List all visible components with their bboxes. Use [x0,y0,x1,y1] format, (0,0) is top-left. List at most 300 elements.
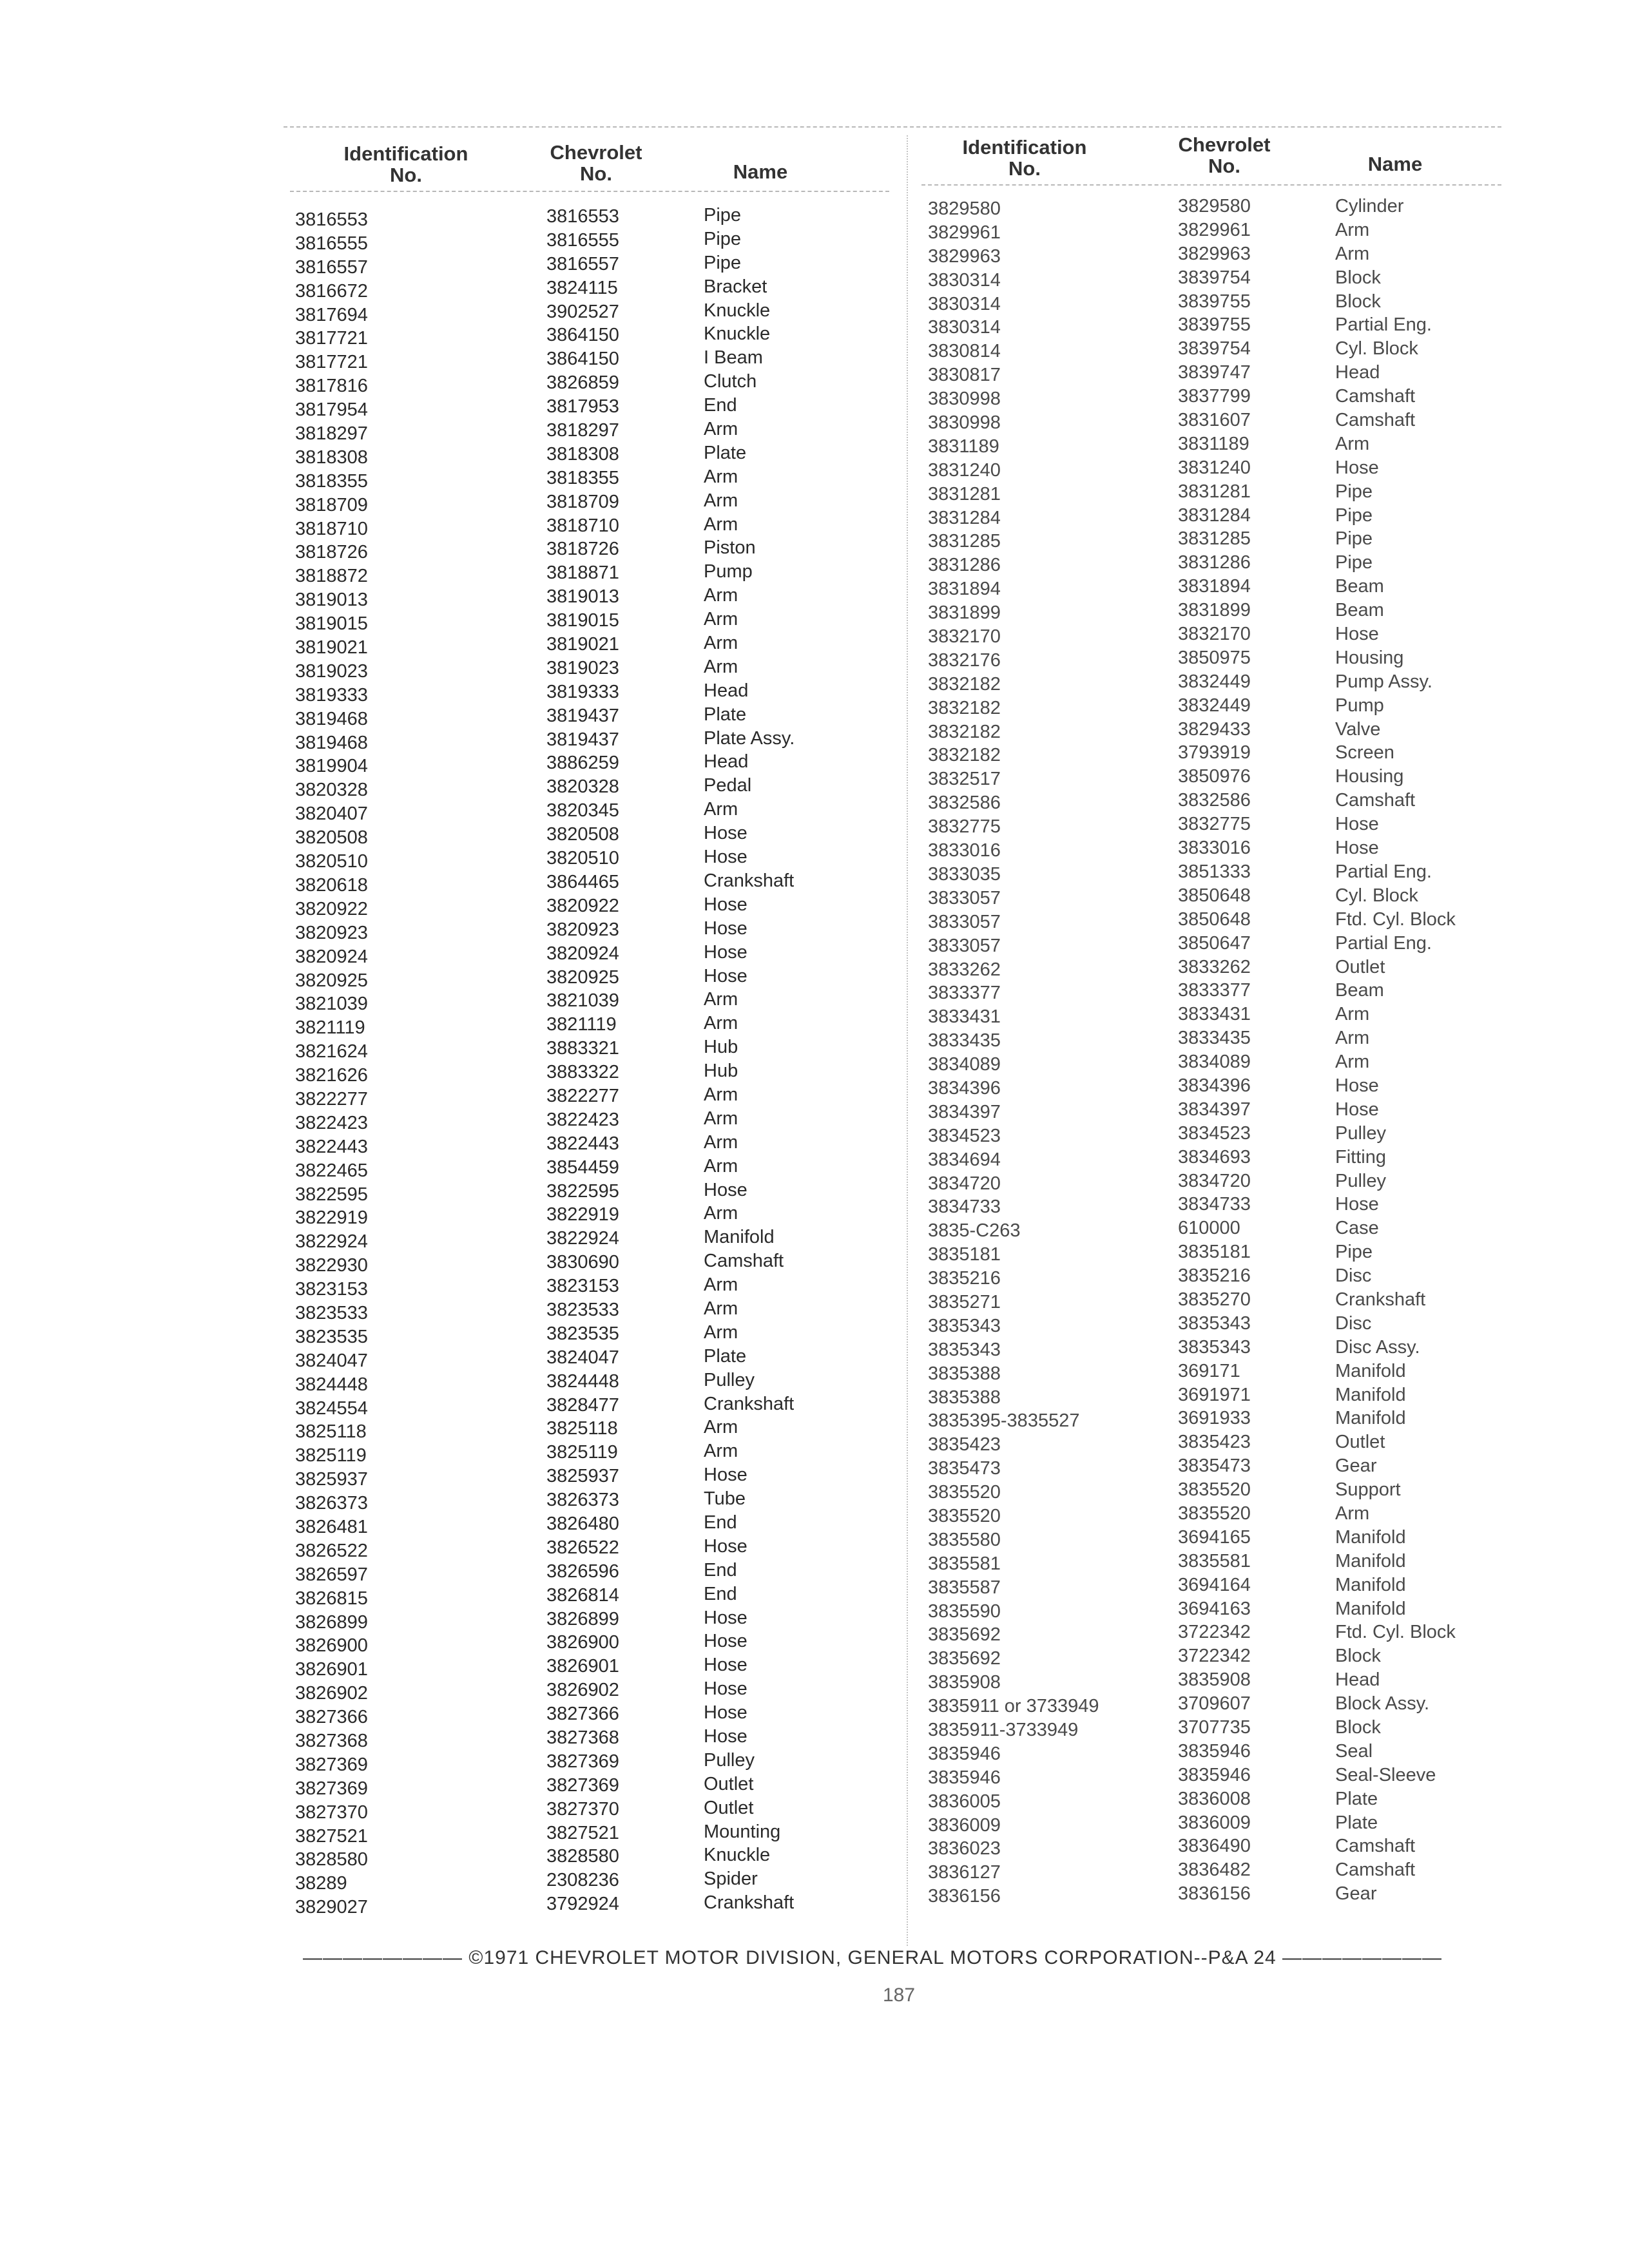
chevrolet-number: 3826902 [546,1680,619,1701]
part-name: Hose [1335,624,1379,645]
identification-number: 3822930 [295,1255,368,1276]
identification-number: 3827368 [295,1731,368,1751]
part-name: Mounting [704,1821,781,1842]
part-name: Hose [704,1179,747,1200]
chevrolet-number: 3821039 [546,990,619,1012]
identification-number: 3823535 [295,1326,368,1347]
chevrolet-number: 3828580 [546,1846,619,1867]
part-name: Arm [1335,243,1370,264]
part-name: Gear [1335,1456,1377,1477]
identification-number: 3832182 [928,697,1001,718]
chevrolet-number: 3825119 [546,1442,618,1463]
identification-number: 3817954 [295,399,368,421]
left-id-column [295,208,368,1919]
identification-number: 3826597 [295,1564,368,1585]
chevrolet-number: 3819333 [546,681,619,702]
part-name: Arm [704,656,738,677]
part-name: Arm [1335,1028,1370,1049]
identification-number: 3823153 [295,1279,368,1300]
identification-number: 3820328 [295,780,368,801]
identification-number: 3821626 [295,1065,368,1086]
part-name: Manifold [1335,1550,1406,1571]
part-name: Manifold [1335,1360,1406,1381]
page-number: 187 [883,1984,916,2006]
chevrolet-number: 3827521 [546,1822,619,1843]
identification-number: 3817721 [295,352,368,373]
identification-number: 3831240 [928,459,1001,481]
right-id-column [928,197,1099,1908]
chevrolet-number: 3826522 [546,1537,619,1558]
identification-number: 3834089 [928,1054,1001,1075]
identification-number: 3818355 [295,470,368,492]
identification-number: 3822443 [295,1136,368,1157]
part-name: Arm [704,1131,738,1153]
chevrolet-number: 3834693 [1178,1146,1251,1168]
chevrolet-number: 3707735 [1178,1717,1251,1738]
part-name: Arm [704,1203,738,1224]
part-name: Cyl. Block [1335,338,1418,360]
identification-number: 3835473 [928,1458,1001,1479]
identification-number: 3832775 [928,816,1001,838]
identification-number: 3831899 [928,602,1001,624]
identification-number: 3832182 [928,745,1001,766]
part-name: Hose [1335,1194,1379,1215]
part-name: End [704,1583,737,1604]
part-name: Arm [704,419,738,440]
part-name: Crankshaft [704,1393,795,1414]
part-name: Block Assy. [1335,1693,1430,1715]
chevrolet-number: 3902527 [546,301,619,322]
part-name: Pulley [1335,1170,1386,1191]
identification-number: 3833262 [928,959,1001,980]
part-name: Disc Assy. [1335,1336,1420,1358]
chevrolet-number: 3694163 [1178,1598,1251,1619]
chevrolet-number: 3825937 [546,1466,619,1487]
part-name: Pipe [704,228,742,249]
part-name: Plate Assy. [704,727,795,749]
part-name: Partial Eng. [1335,314,1432,336]
identification-number: 3818872 [295,566,368,587]
part-name: Outlet [704,1773,754,1794]
chevrolet-number: 3850975 [1178,647,1251,668]
chevrolet-number: 3822277 [546,1085,619,1106]
part-name: Hose [704,847,747,868]
identification-number: 3835520 [928,1505,1001,1526]
part-name: Arm [1335,433,1370,454]
part-name: Cylinder [1335,196,1404,216]
part-name: Hub [704,1061,738,1082]
identification-number: 3831284 [928,507,1001,528]
part-name: Ftd. Cyl. Block [1335,1622,1456,1643]
chevrolet-number: 3850976 [1178,766,1251,787]
chevrolet-number: 3831285 [1178,528,1251,550]
identification-number: 3836005 [928,1791,1001,1812]
part-name: Support [1335,1479,1401,1501]
identification-number: 3823533 [295,1302,368,1323]
identification-number: 3824448 [295,1374,368,1395]
chevrolet-number: 3827370 [546,1798,619,1820]
identification-number: 3819468 [295,708,368,729]
identification-number: 3821039 [295,994,368,1015]
identification-number: 3822919 [295,1207,368,1229]
part-name: Valve [1335,718,1381,740]
chevrolet-number: 369171 [1178,1360,1240,1381]
chevrolet-number: 3821119 [546,1014,617,1035]
chevrolet-number: 3839755 [1178,314,1251,336]
part-name: Plate [704,442,747,463]
chevrolet-number: 3816557 [546,253,619,274]
part-name: Beam [1335,600,1384,621]
identification-number: 3834720 [928,1173,1001,1194]
part-name: Tube [704,1488,746,1510]
identification-number: 3819023 [295,660,368,682]
part-name: Manifold [1335,1408,1406,1429]
identification-number: 3832517 [928,769,1001,790]
part-name: Manifold [1335,1598,1406,1619]
identification-number: 3833377 [928,983,1001,1004]
part-name: Manifold [1335,1384,1406,1405]
chevrolet-number: 3836490 [1178,1836,1251,1857]
part-name: Seal-Sleeve [1335,1764,1436,1785]
chevrolet-number: 3839747 [1178,362,1251,383]
chevrolet-number: 3833377 [1178,980,1251,1001]
identification-number: 3835590 [928,1600,1001,1622]
chevrolet-number: 3850648 [1178,885,1251,906]
chevrolet-number: 3886259 [546,753,619,774]
part-name: Knuckle [704,1845,771,1866]
part-name: Hose [704,823,747,844]
part-name: Outlet [1335,1432,1385,1453]
identification-number: 3819021 [295,637,368,658]
chevrolet-number: 3820508 [546,824,619,845]
part-name: Hose [704,941,747,963]
part-name: Hose [1335,838,1379,859]
part-name: Partial Eng. [1335,932,1432,954]
chevrolet-number: 3835216 [1178,1265,1251,1287]
identification-number: 3836127 [928,1862,1001,1883]
part-name: Arm [704,466,738,487]
chevrolet-number: 3836156 [1178,1883,1251,1905]
identification-number: 3825937 [295,1469,368,1490]
chevrolet-number: 3819021 [546,634,619,655]
part-name: Housing [1335,766,1404,787]
chevrolet-number: 3818709 [546,491,619,512]
chevrolet-number: 3824448 [546,1370,619,1392]
identification-number: 3819013 [295,590,368,611]
part-name: Arm [704,1155,738,1177]
left-id-header: Identification No. [343,142,468,186]
chevrolet-number: 3822924 [546,1228,619,1249]
chevrolet-number: 3709607 [1178,1693,1251,1715]
chevrolet-number: 3833262 [1178,956,1251,977]
identification-number: 3830314 [928,269,1001,291]
chevrolet-number: 610000 [1178,1218,1240,1239]
part-name: Arm [704,514,738,535]
part-name: Case [1335,1218,1379,1239]
identification-number: 3835388 [928,1363,1001,1384]
identification-number: 3820618 [295,874,368,896]
identification-number: 3835520 [928,1482,1001,1503]
chevrolet-number: 3837799 [1178,386,1251,407]
chevrolet-number: 3816553 [546,206,619,227]
part-name: Manifold [1335,1574,1406,1595]
identification-number: 3835587 [928,1577,1001,1598]
chevrolet-number: 3820923 [546,919,619,940]
chevrolet-number: 3835946 [1178,1740,1251,1762]
identification-number: 3826902 [295,1683,368,1704]
identification-number: 3833435 [928,1030,1001,1052]
part-name: Knuckle [704,300,771,321]
chevrolet-number: 3826859 [546,372,619,394]
part-name: Arm [704,1298,738,1319]
column-divider [907,135,908,1946]
chevrolet-number: 3820924 [546,943,619,964]
identification-number: 3835692 [928,1624,1001,1646]
identification-number: 3835216 [928,1268,1001,1289]
chevrolet-number: 3818710 [546,515,619,536]
chevrolet-number: 3834397 [1178,1099,1251,1120]
chevrolet-number: 3831281 [1178,481,1251,502]
part-name: Crankshaft [704,1892,795,1914]
chevrolet-number: 3835270 [1178,1289,1251,1310]
header-underline-left [290,191,889,192]
chevrolet-number: 3832170 [1178,624,1251,645]
identification-number: 3834523 [928,1125,1001,1146]
identification-number: 3834733 [928,1196,1001,1218]
identification-number: 3836009 [928,1814,1001,1836]
part-name: End [704,1559,737,1581]
identification-number: 3833035 [928,863,1001,885]
part-name: Pipe [1335,528,1373,550]
part-name: Arm [704,585,738,606]
chevrolet-number: 3827366 [546,1704,619,1725]
identification-number: 3830314 [928,317,1001,338]
identification-number: 3818710 [295,518,368,539]
chevrolet-number: 3864465 [546,871,619,892]
chevrolet-number: 3818726 [546,539,619,560]
footer-leader: ———————— [303,1947,469,1968]
chevrolet-number: 3833435 [1178,1028,1251,1049]
identification-number: 3835343 [928,1315,1001,1336]
top-rule [284,126,1501,128]
part-name: Arm [704,1084,738,1105]
part-name: End [704,1512,737,1533]
part-name: Disc [1335,1265,1372,1287]
chevrolet-number: 3826814 [546,1584,619,1606]
identification-number: 3835908 [928,1672,1001,1693]
part-name: Pulley [1335,1122,1386,1144]
identification-number: 3833431 [928,1006,1001,1028]
identification-number: 3819015 [295,613,368,635]
chevrolet-number: 3829963 [1178,243,1251,264]
identification-number: 3827521 [295,1825,368,1847]
identification-number: 3835911 or 3733949 [928,1696,1099,1717]
identification-number: 3832170 [928,626,1001,648]
identification-number: 3835395-3835527 [928,1410,1080,1432]
part-name: Pulley [704,1369,755,1390]
chevrolet-number: 3835423 [1178,1432,1251,1453]
identification-number: 3822595 [295,1184,368,1205]
part-name: Hose [704,918,747,939]
part-name: Plate [1335,1812,1378,1833]
chevrolet-number: 3831899 [1178,600,1251,621]
part-name: Camshaft [1335,386,1416,407]
chevrolet-number: 3839754 [1178,267,1251,288]
chevrolet-number: 3835908 [1178,1669,1251,1691]
chevrolet-number: 3822443 [546,1133,619,1154]
left-chevrolet-header: Chevrolet No. [550,141,642,185]
identification-number: 3834396 [928,1077,1001,1099]
identification-number: 3835388 [928,1387,1001,1408]
identification-number: 3836023 [928,1838,1001,1860]
part-name: Head [704,751,749,773]
part-name: Hose [1335,814,1379,835]
chevrolet-number: 3831286 [1178,552,1251,573]
part-name: Plate [704,704,747,725]
part-name: Hose [704,1631,747,1652]
part-name: Knuckle [704,323,771,345]
chevrolet-number: 3829961 [1178,219,1251,240]
part-name: Hose [704,894,747,915]
chevrolet-number: 3823533 [546,1299,619,1320]
chevrolet-number: 3722342 [1178,1646,1251,1667]
identification-number: 3830817 [928,365,1001,386]
chevrolet-number: 3829433 [1178,718,1251,740]
part-name: Crankshaft [1335,1289,1426,1310]
part-name: Pipe [1335,552,1373,573]
part-name: Arm [704,799,738,820]
chevrolet-number: 3864150 [546,325,619,346]
part-name: Screen [1335,742,1394,764]
part-name: Manifold [1335,1526,1406,1548]
identification-number: 3830998 [928,389,1001,410]
chevrolet-number: 3836008 [1178,1788,1251,1809]
chevrolet-number: 3883322 [546,1062,619,1083]
identification-number: 3817816 [295,376,368,397]
identification-number: 3820922 [295,898,368,919]
identification-number: 3835946 [928,1767,1001,1788]
chevrolet-number: 3818297 [546,420,619,441]
chevrolet-number: 3691971 [1178,1384,1251,1405]
part-name: Arm [1335,1503,1370,1524]
identification-number: 3827369 [295,1754,368,1775]
chevrolet-number: 3831240 [1178,457,1251,478]
chevrolet-number: 3826480 [546,1513,619,1534]
identification-number: 3832586 [928,793,1001,814]
part-name: Block [1335,267,1381,288]
part-name: Hose [1335,457,1379,478]
identification-number: 3818297 [295,423,368,445]
part-name: Arm [704,609,738,630]
part-name: Arm [704,490,738,511]
chevrolet-number: 3835520 [1178,1479,1251,1501]
left-chevrolet-column [546,205,619,1916]
identification-number: 3818709 [295,494,368,515]
chevrolet-number: 3823535 [546,1323,619,1344]
chevrolet-number: 3826596 [546,1561,619,1582]
identification-number: 3822423 [295,1112,368,1133]
identification-number: 3819468 [295,732,368,753]
chevrolet-number: 3836482 [1178,1860,1251,1881]
identification-number: 3834397 [928,1101,1001,1122]
part-name: Pulley [704,1749,755,1771]
identification-number: 3820510 [295,851,368,872]
part-name: Head [1335,1669,1380,1691]
part-name: Hose [704,1678,747,1700]
identification-number: 3835911-3733949 [928,1720,1079,1740]
part-name: Pump Assy. [1335,671,1432,692]
identification-number: 3835343 [928,1339,1001,1360]
identification-number: 3835181 [928,1244,1001,1265]
part-name: Pipe [1335,481,1373,502]
chevrolet-number: 3793919 [1178,742,1251,764]
part-name: Fitting [1335,1146,1386,1168]
identification-number: 3829580 [928,198,1001,219]
identification-number: 3835946 [928,1743,1001,1764]
identification-number: 3826522 [295,1540,368,1561]
identification-number: 3827369 [295,1778,368,1799]
identification-number: 3831281 [928,483,1001,505]
chevrolet-number: 3832586 [1178,790,1251,811]
chevrolet-number: 3834523 [1178,1122,1251,1144]
chevrolet-number: 3819015 [546,610,619,631]
part-name: Block [1335,1646,1381,1667]
part-name: Clutch [704,371,757,392]
identification-number: 3835692 [928,1648,1001,1669]
chevrolet-number: 3824115 [546,277,618,298]
identification-number: 3836156 [928,1886,1001,1907]
identification-number: 3830998 [928,412,1001,434]
part-name: Hose [704,1655,747,1676]
part-name: Arm [704,1417,738,1438]
part-name: Arm [1335,1004,1370,1025]
part-name: Crankshaft [704,870,795,891]
chevrolet-number: 3829580 [1178,196,1251,216]
right-chevrolet-header: Chevrolet No. [1178,133,1271,177]
chevrolet-number: 3835473 [1178,1456,1251,1477]
identification-number: 3820923 [295,922,368,943]
identification-number: 3826899 [295,1611,368,1633]
part-name: Arm [1335,219,1370,240]
identification-number: 3817721 [295,328,368,349]
identification-number: 3833057 [928,911,1001,932]
right-name-column [1335,195,1456,1906]
part-name: Plate [1335,1788,1378,1809]
chevrolet-number: 2308236 [546,1870,619,1891]
chevrolet-number: 3824047 [546,1347,619,1368]
identification-number: 3821624 [295,1041,368,1062]
identification-number: 3826901 [295,1659,368,1680]
chevrolet-number: 3833016 [1178,838,1251,859]
part-name: Outlet [1335,956,1385,977]
part-name: Arm [704,1441,738,1462]
chevrolet-number: 3832449 [1178,695,1251,716]
identification-number: 3817694 [295,304,368,325]
identification-number: 3826481 [295,1516,368,1537]
identification-number: 3827366 [295,1707,368,1728]
part-name: Camshaft [1335,410,1416,431]
part-name: Pump [704,561,753,582]
identification-number: 3833057 [928,887,1001,908]
identification-number: 3833016 [928,840,1001,861]
chevrolet-number: 3820925 [546,966,619,988]
footer-copyright [303,1947,1527,1969]
chevrolet-number: 3830690 [546,1252,619,1273]
identification-number: 3830814 [928,341,1001,362]
chevrolet-number: 3817953 [546,396,619,418]
chevrolet-number: 3851333 [1178,861,1251,882]
identification-number: 3822465 [295,1160,368,1181]
